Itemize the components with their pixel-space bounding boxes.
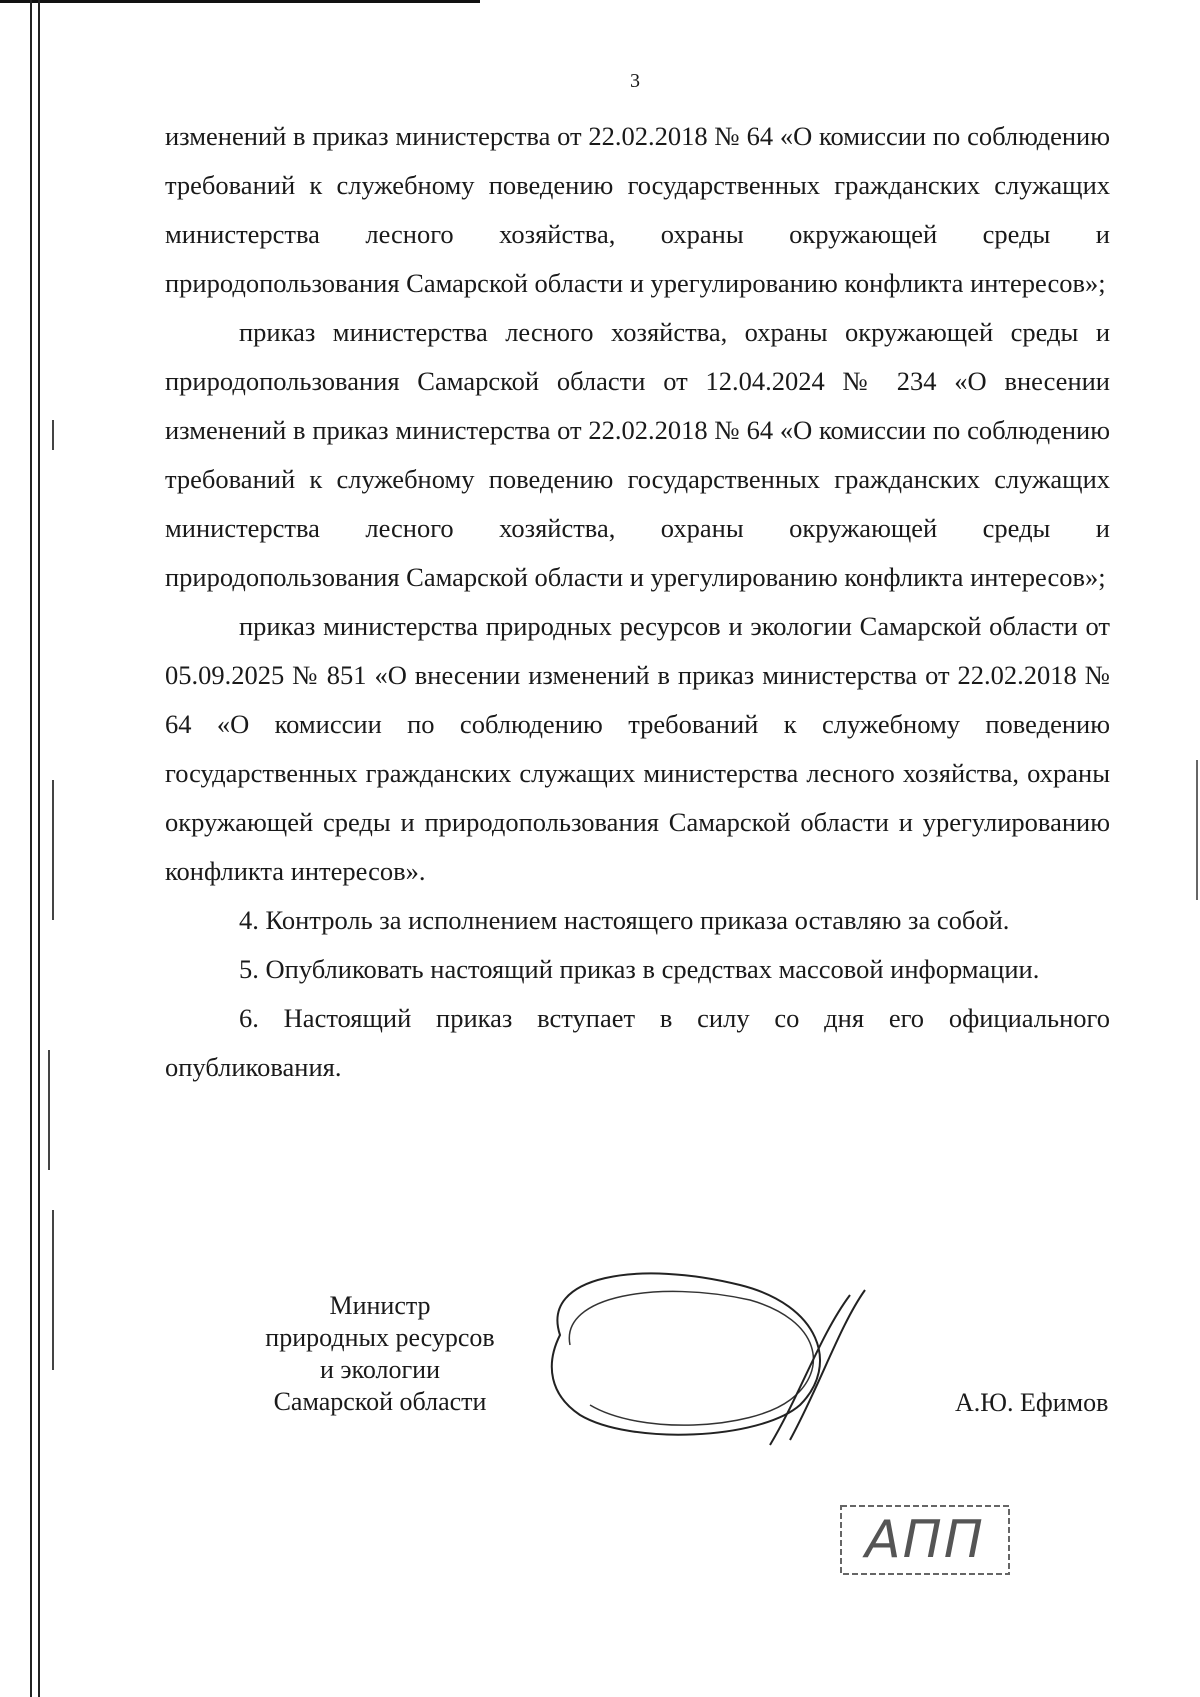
stamp-text: АПП	[865, 1510, 985, 1570]
paragraph: 4. Контроль за исполнением настоящего приказа оставляю за собой.	[239, 905, 1010, 935]
scan-mark	[52, 1210, 54, 1370]
paragraph: изменений в приказ министерства от 22.02.2018 № 64 «О комиссии по соблюдению требований к служебному поведению государственных гражданских служащих министерства лесного хозяйства, охраны окружающей среды и природопользования Самарской области и урегулированию конфликта интересов»;	[165, 121, 1110, 298]
scan-edge-line	[0, 0, 480, 3]
scan-mark	[48, 1050, 50, 1170]
signer-title-line: и экологии	[319, 1355, 440, 1384]
stamp	[835, 1500, 1015, 1580]
scan-edge-mark	[1196, 760, 1198, 900]
page-number: 3	[630, 70, 640, 92]
paragraph: приказ министерства лесного хозяйства, охраны окружающей среды и природопользования Самарской области от 12.04.2024 № 234 «О внесении изменений в приказ министерства от 22.02.2018 № 64 «О комиссии по соблюдению требований к служебному поведению государственных гражданских служащих министерства лесного хозяйства, охраны окружающей среды и природопользования Самарской области и урегулированию конфликта интересов»;	[165, 317, 1110, 592]
handwritten-signature	[520, 1255, 940, 1455]
scan-margin-line	[30, 0, 32, 1697]
document-body	[165, 112, 1110, 1092]
paragraph: приказ министерства природных ресурсов и экологии Самарской области от 05.09.2025 № 851 «О внесении изменений в приказ министерства от 22.02.2018 № 64 «О комиссии по соблюдению требований к служебному поведению государственных гражданских служащих министерства лесного хозяйства, охраны окружающей среды и природопользования Самарской области и урегулированию конфликта интересов».	[165, 611, 1110, 886]
scan-mark	[52, 420, 54, 450]
scan-margin-line	[38, 0, 40, 1697]
signer-title-line: Министр	[329, 1291, 431, 1320]
signer-title-line: природных ресурсов	[265, 1323, 495, 1352]
scan-mark	[52, 780, 54, 920]
paragraph: 6. Настоящий приказ вступает в силу со дня его официального опубликования.	[165, 1003, 1110, 1082]
paragraph: 5. Опубликовать настоящий приказ в средствах массовой информации.	[239, 954, 1040, 984]
signer-title-line: Самарской области	[273, 1387, 487, 1416]
signer-name: А.Ю. Ефимов	[955, 1388, 1109, 1417]
signer-title	[230, 1290, 530, 1418]
